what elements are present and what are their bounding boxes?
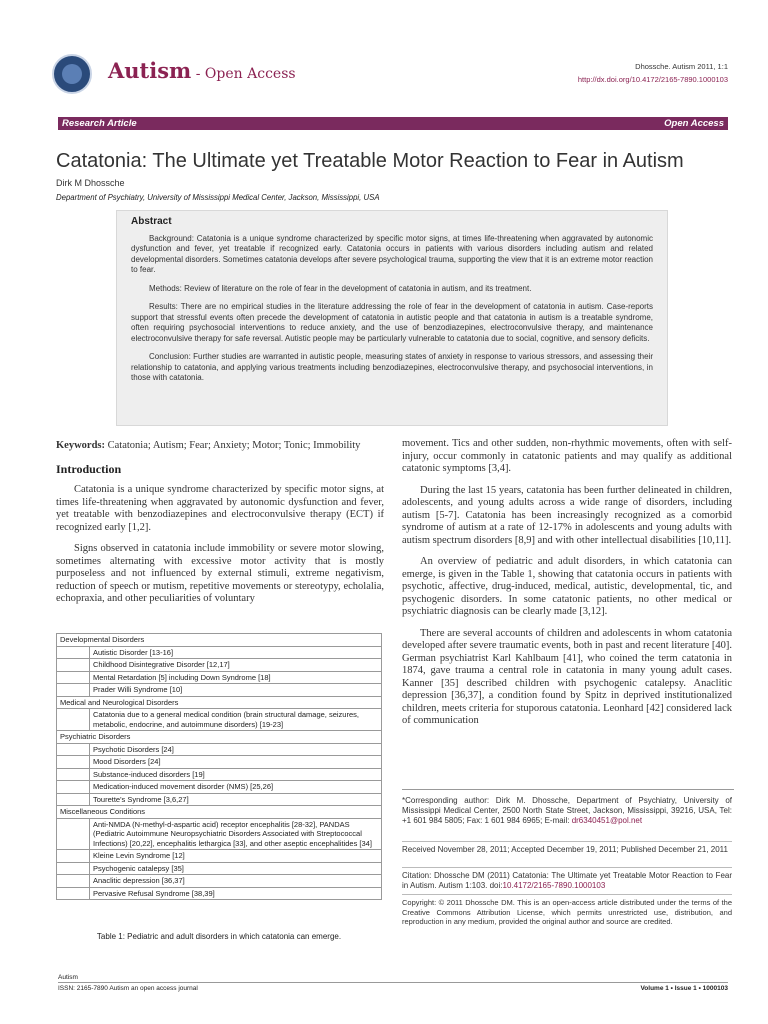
- table-indent-cell: [57, 659, 90, 672]
- citation-doi-link[interactable]: 10.4172/2165-7890.1000103: [502, 881, 606, 891]
- table-item-cell: Substance-induced disorders [19]: [90, 768, 382, 781]
- copyright-note: Copyright: © 2011 Dhossche DM. This is an open-access article distributed under the terms of the Creative Commons Attribution License, which permits unrestricted use, distribution, and reproduction in any medium, provided the original author and source are credited.: [402, 898, 732, 927]
- table-row: [57, 862, 382, 875]
- abstract-box: [116, 210, 668, 426]
- abstract-methods: Methods: Review of literature on the role of fear in the development of catatonia in autism, and its treatment.: [149, 283, 532, 293]
- doi-link[interactable]: http://dx.doi.org/10.4172/2165-7890.1000103: [577, 75, 728, 84]
- author-email-link[interactable]: dr6340451@pol.net: [571, 816, 643, 826]
- table-item-cell: Mental Retardation [5] including Down Syndrome [18]: [90, 671, 382, 684]
- table-item-cell: Anti-NMDA (N-methyl-d-aspartic acid) receptor encephalitis [28-32], PANDAS (Pediatric Autoimmune Neuropsychiatric Disorders Associated with Streptococcal Infections) [20,22], encephalitis lethargica [33], and other aseptic encephalitides [34]: [90, 818, 382, 850]
- right-paragraph-4: There are several accounts of children and adolescents in whom catatonia developed after severe traumatic events, both in past and recent literature [40]. German psychiatrist Karl Kahlbaum [41], who coined the term catatonia in 1874, gave trauma a central role in catatonia in many young adult cases. Kanner [35] described children with psychogenic catalepsy. Anaclitic depression [36,37], a condition found by Spitz in deprived institutionalized children, meets criteria for stuporous catatonia. Leonhard [42] considered lack of communication: [402, 627, 732, 726]
- table-indent-cell: [57, 743, 90, 756]
- citation-line: Dhossche. Autism 2011, 1:1: [635, 62, 728, 71]
- table-row: [57, 659, 382, 672]
- table-indent-cell: [57, 781, 90, 794]
- journal-subtitle: - Open Access: [191, 66, 296, 82]
- table-category-row: [57, 696, 382, 709]
- table-category-row: [57, 806, 382, 819]
- footnote-separator: [402, 841, 732, 842]
- table-category-row: [57, 731, 382, 744]
- article-title: Catatonia: The Ultimate yet Treatable Motor Reaction to Fear in Autism: [56, 150, 684, 172]
- table-item-cell: Kleine Levin Syndrome [12]: [90, 850, 382, 863]
- table-indent-cell: [57, 818, 90, 850]
- table-row: [57, 709, 382, 731]
- affiliation: Department of Psychiatry, University of Mississippi Medical Center, Jackson, Mississippi, USA: [56, 193, 380, 202]
- table-row: [57, 781, 382, 794]
- table-row: [57, 684, 382, 697]
- footnote-separator: [402, 867, 732, 868]
- abstract-results: Results: There are no empirical studies in the literature addressing the role of fear in the development of catatonia in autism. Case-reports support that stressful events often precede the development of catatonia in autistic people and that catatonia in autism is a treatable syndrome, often requiring psychosocial interventions to reduce anxiety, and the use of benzodiazepines, electroconvulsive therapy, and maintenance electroconvulsive therapy for safe reversal. Autistic people may be particularly vulnerable to catatonia due to social, cognitive, and sensory deficits.: [131, 302, 653, 343]
- table-indent-cell: [57, 756, 90, 769]
- article-type-bar: [58, 117, 728, 130]
- table-row: [57, 756, 382, 769]
- table-indent-cell: [57, 862, 90, 875]
- author-name: Dirk M Dhossche: [56, 178, 125, 188]
- table-row: [57, 743, 382, 756]
- table-indent-cell: [57, 850, 90, 863]
- journal-logo-icon: [52, 54, 92, 94]
- table-indent-cell: [57, 646, 90, 659]
- keywords-label: Keywords:: [56, 440, 105, 451]
- footer-volume: Volume 1 • Issue 1 • 1000103: [640, 985, 728, 992]
- table-item-cell: Mood Disorders [24]: [90, 756, 382, 769]
- table-item-cell: Childhood Disintegrative Disorder [12,17]: [90, 659, 382, 672]
- table-category-row: [57, 634, 382, 647]
- table-item-cell: Pervasive Refusal Syndrome [38,39]: [90, 887, 382, 900]
- right-paragraph-2: During the last 15 years, catatonia has been further delineated in children, adolescents, and young adults across a wide range of disorders, including autism [5-7]. Catatonia has been increasingly recognized as a comorbid syndrome of autism at a rate of 12-17% in adolescents and young adults with autism spectrum disorders [8,9] and with other intellectual disabilities [10,11].: [402, 484, 732, 546]
- intro-paragraph-2: Signs observed in catatonia include immobility or severe motor slowing, sometimes alternating with excessive motor activity that is mostly purposeless and not influenced by external stimuli, extreme negativism, reduction of speech or mutism, repetitive movements or stereotypy, echolalia, echopraxia, and other peculiarities of voluntary: [56, 543, 384, 604]
- table-row: [57, 887, 382, 900]
- table-category-cell: Psychiatric Disorders: [57, 731, 382, 744]
- table-category-cell: Developmental Disorders: [57, 634, 382, 647]
- footer-journal: Autism: [58, 974, 78, 981]
- table-category-cell: Medical and Neurological Disorders: [57, 696, 382, 709]
- table-item-cell: Tourette's Syndrome [3,6,27]: [90, 793, 382, 806]
- table-item-cell: Anaclitic depression [36,37]: [90, 875, 382, 888]
- table-item-cell: Prader Willi Syndrome [10]: [90, 684, 382, 697]
- table-indent-cell: [57, 709, 90, 731]
- table-row: [57, 768, 382, 781]
- keywords: [56, 440, 384, 453]
- footer-divider: [58, 982, 728, 983]
- footnote-separator: [402, 894, 732, 895]
- table-row: [57, 671, 382, 684]
- article-type: Research Article: [62, 118, 137, 129]
- journal-name: Autism - Open Access: [108, 58, 296, 83]
- footnote-divider: [402, 789, 734, 790]
- intro-paragraph-1: Catatonia is a unique syndrome characterized by specific motor signs, at times life-threatening when aggravated by autonomic dysfunction and fever, yet treatable with benzodiazepines and electroconvulsive therapy (ECT) if recognized early [1,2].: [56, 484, 384, 533]
- introduction-heading: Introduction: [56, 461, 122, 476]
- footer-issn: ISSN: 2165-7890 Autism an open access journal: [58, 985, 198, 992]
- citation-header: [578, 60, 728, 86]
- table-indent-cell: [57, 768, 90, 781]
- keywords-text: Catatonia; Autism; Fear; Anxiety; Motor; Tonic; Immobility: [107, 440, 361, 451]
- abstract-background: Background: Catatonia is a unique syndrome characterized by specific motor signs, at times life-threatening when aggravated by autonomic dysfunction and fever, yet treatable if recognized early. Catatonia occurs in patients with various disorders including autism and related developmental disorders. Sometimes catatonia develops after severe psychological trauma, supporting the view that it is an extreme motor reaction to fear.: [131, 233, 653, 274]
- table-item-cell: Psychotic Disorders [24]: [90, 743, 382, 756]
- right-paragraph-1: movement. Tics and other sudden, non-rhythmic movements, often with self-injury, occur commonly in catatonic patients and may qualify as additional catatonic symptoms [3,4].: [402, 438, 732, 474]
- table-item-cell: Catatonia due to a general medical condition (brain structural damage, seizures, metabolic, endocrine, and autoimmune disorders) [19-23]: [90, 709, 382, 731]
- disorders-table: [56, 633, 382, 900]
- left-column: [56, 440, 384, 615]
- received-dates: Received November 28, 2011; Accepted December 19, 2011; Published December 21, 2011: [402, 845, 728, 854]
- table-row: [57, 850, 382, 863]
- table-indent-cell: [57, 793, 90, 806]
- abstract-heading: Abstract: [131, 216, 172, 227]
- table-row: [57, 793, 382, 806]
- open-access-label: Open Access: [664, 118, 724, 129]
- citation-note: Citation: Dhossche DM (2011) Catatonia: The Ultimate yet Treatable Motor Reaction to Fear in Autism. Autism 1:103. doi:10.4172/2165-7890.1000103: [402, 871, 732, 891]
- table-indent-cell: [57, 887, 90, 900]
- table-row: [57, 818, 382, 850]
- table-item-cell: Psychogenic catalepsy [35]: [90, 862, 382, 875]
- corresponding-author: *Corresponding author: Dirk M. Dhossche, Department of Psychiatry, University of Mississippi Medical Center, 2500 North State Street, Jackson, Mississippi, 39216, USA, Tel: +1 601 984 5805; Fax: 1 601 984 6965; E-mail: dr6340451@pol.net: [402, 796, 732, 826]
- table-row: [57, 646, 382, 659]
- right-column: [402, 438, 732, 737]
- abstract-conclusion: Conclusion: Further studies are warranted in autistic people, measuring states of anxiety in response to various stressors, and assessing their relationship to catatonia, and applying various treatments including benzodiazepines, electroconvulsive therapy, and psychosocial interventions, in those with catatonia.: [131, 352, 653, 382]
- table-indent-cell: [57, 671, 90, 684]
- table-item-cell: Autistic Disorder [13-16]: [90, 646, 382, 659]
- table-caption: Table 1: Pediatric and adult disorders in which catatonia can emerge.: [96, 932, 342, 941]
- table-category-cell: Miscellaneous Conditions: [57, 806, 382, 819]
- table-indent-cell: [57, 875, 90, 888]
- table-indent-cell: [57, 684, 90, 697]
- table-item-cell: Medication-induced movement disorder (NMS) [25,26]: [90, 781, 382, 794]
- right-paragraph-3: An overview of pediatric and adult disorders, in which catatonia can emerge, is given in the Table 1, showing that catatonia occurs in patients with psychotic, affective, drug-induced, medical, autistic, developmental, tic, and psychogenic disorders. In some catatonic patients, no other medical or psychiatric diagnosis can be clearly made [3,12].: [402, 556, 732, 617]
- table-row: [57, 875, 382, 888]
